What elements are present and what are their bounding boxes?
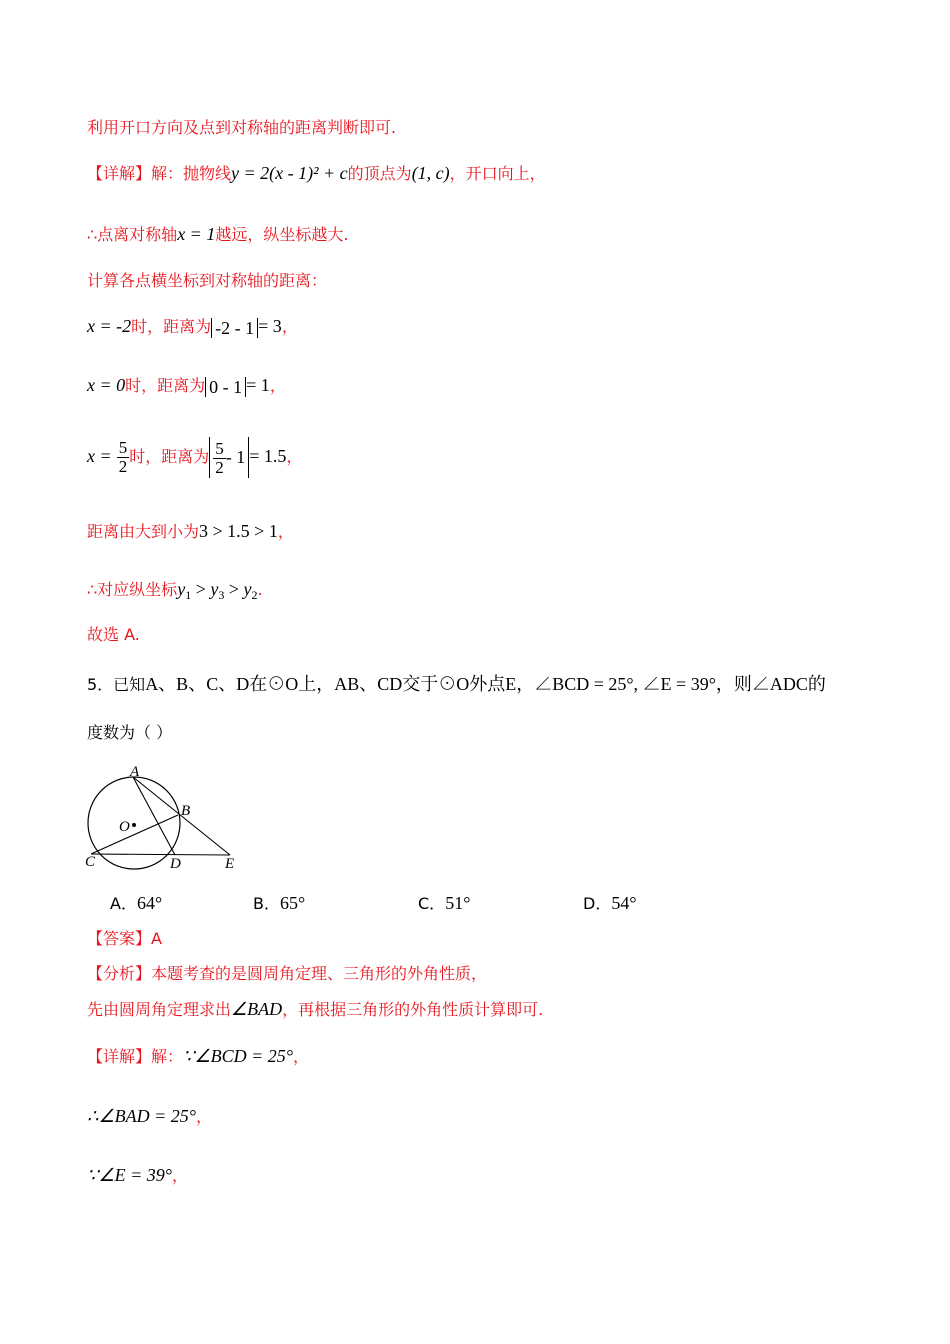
segment-cb — [91, 815, 178, 854]
solution-post-3: ， — [171, 1166, 188, 1185]
conclusion-line-1 — [87, 224, 348, 245]
analysis-line-1 — [87, 964, 487, 984]
label-a: A — [130, 764, 140, 780]
y3-subscript: 3 — [218, 588, 225, 602]
option-a-letter: A． — [110, 894, 137, 913]
calc-post-1: ， — [281, 317, 298, 336]
option-d-value: 54° — [611, 893, 637, 913]
solution-line-1 — [87, 1046, 309, 1067]
abs-expr-1: -2 - 1 — [211, 318, 258, 338]
calc-line-1 — [87, 316, 298, 338]
y3-symbol: y — [210, 579, 219, 599]
solution-line-3 — [87, 1165, 188, 1186]
option-b[interactable] — [253, 893, 305, 914]
analysis2-prefix: 先由圆周角定理求出 — [87, 1000, 232, 1019]
order-line — [87, 521, 294, 542]
solution-post-1: ， — [292, 1047, 309, 1066]
label-o: O — [119, 819, 130, 835]
answer-value: A — [151, 929, 162, 948]
y2-subscript: 2 — [251, 588, 258, 602]
y1-subscript: 1 — [185, 588, 192, 602]
solution-math-3: ∵∠E = 39° — [87, 1165, 172, 1185]
x-value-2: x = 0 — [87, 375, 126, 395]
order-post: ， — [277, 522, 294, 541]
label-c: C — [85, 854, 96, 870]
analysis-text: 本题考查的是圆周角定理、三角形的外角性质， — [151, 964, 488, 983]
calc-line-3 — [87, 436, 302, 478]
option-b-value: 65° — [279, 893, 306, 913]
solution-post-2: ， — [195, 1107, 212, 1126]
solution-tag: 【详解】 — [87, 1047, 152, 1066]
parabola-formula: y = 2(x - 1)² + c — [231, 163, 348, 183]
conclusion-post: 越远，纵坐标越大. — [215, 225, 349, 244]
y1-symbol: y — [177, 579, 186, 599]
axis-equation: x = 1 — [177, 224, 216, 244]
calc-intro: 计算各点横坐标到对称轴的距离： — [87, 271, 328, 290]
analysis2-post: ，再根据三角形的外角性质计算即可. — [282, 1000, 544, 1019]
vertex-coords: (1, c) — [411, 163, 450, 183]
fraction-denominator: 2 — [118, 457, 128, 476]
geometry-figure — [78, 762, 248, 877]
calc-mid-3: 时，距离为 — [129, 447, 210, 466]
abs-numerator: 5 — [215, 439, 224, 458]
solution-math-2: ∴∠BAD = 25° — [87, 1106, 196, 1126]
conclusion-prefix: ∴点离对称轴 — [87, 225, 178, 244]
option-c[interactable] — [418, 893, 470, 914]
solution-prefix: 解： — [151, 1047, 184, 1066]
detail-prefix: 解：抛物线 — [151, 164, 232, 183]
x-value-1: x = -2 — [87, 316, 132, 336]
answer-tag: 【答案】 — [87, 929, 152, 948]
label-d: D — [170, 856, 181, 872]
calc-mid-1: 时，距离为 — [131, 317, 212, 336]
calc-mid-2: 时，距离为 — [125, 376, 206, 395]
ordinate-post: . — [257, 580, 263, 599]
analysis-line-2 — [87, 999, 543, 1020]
hint-line: 利用开口方向及点到对称轴的距离判断即可. — [87, 118, 397, 137]
result-3: = 1.5 — [249, 446, 287, 466]
option-d[interactable] — [583, 893, 637, 914]
fraction-numerator: 5 — [118, 438, 128, 457]
option-c-letter: C． — [418, 894, 446, 913]
solution-math-1: ∵∠BCD = 25° — [183, 1046, 293, 1066]
answer-line — [87, 929, 162, 949]
order-inequality: 3 > 1.5 > 1 — [199, 521, 278, 541]
gt-sign-2: > — [228, 579, 239, 599]
abs-minus-one: - 1 — [225, 447, 246, 467]
detail-line-1 — [87, 163, 546, 184]
detail-post: ，开口向上， — [449, 164, 546, 183]
calc-post-3: ， — [286, 447, 303, 466]
option-b-letter: B． — [253, 894, 280, 913]
calc-line-2 — [87, 375, 286, 397]
ordinate-prefix: ∴对应纵坐标 — [87, 580, 178, 599]
detail-tag: 【详解】 — [87, 164, 152, 183]
label-e: E — [225, 856, 235, 872]
result-2: = 1 — [246, 375, 270, 395]
gt-sign-1: > — [195, 579, 206, 599]
option-a[interactable] — [110, 893, 162, 914]
order-prefix: 距离由大到小为 — [87, 522, 200, 541]
analysis-tag: 【分析】 — [87, 964, 152, 983]
detail-mid: 的顶点为 — [347, 164, 412, 183]
abs-denominator: 2 — [215, 458, 224, 477]
center-dot — [132, 823, 136, 827]
choose-answer: 故选 A. — [87, 625, 140, 644]
abs-expr-3 — [209, 437, 249, 478]
angle-bad: ∠BAD — [231, 999, 283, 1019]
ordinate-line — [87, 579, 263, 605]
x-label-3: x = — [87, 446, 112, 466]
abs-expr-2: 0 - 1 — [205, 377, 246, 397]
segment-ad — [133, 777, 175, 855]
question-number: 5．已知 — [87, 675, 146, 694]
segment-ce — [91, 854, 230, 855]
option-a-value: 64° — [136, 893, 163, 913]
fraction-5-2 — [117, 439, 130, 476]
question-text-1: A、B、C、D在⊙O上，AB、CD交于⊙O外点E，∠BCD = 25°, ∠E = 39°，则∠ADC的 — [145, 674, 826, 694]
label-b: B — [181, 803, 191, 819]
option-c-value: 51° — [445, 893, 471, 913]
solution-line-2 — [87, 1106, 212, 1127]
result-1: = 3 — [258, 316, 282, 336]
question-5-line-2: 度数为（ ） — [87, 723, 173, 742]
calc-post-2: ， — [269, 376, 286, 395]
y2-symbol: y — [243, 579, 252, 599]
option-d-letter: D． — [583, 894, 612, 913]
question-5-line-1 — [87, 674, 826, 695]
